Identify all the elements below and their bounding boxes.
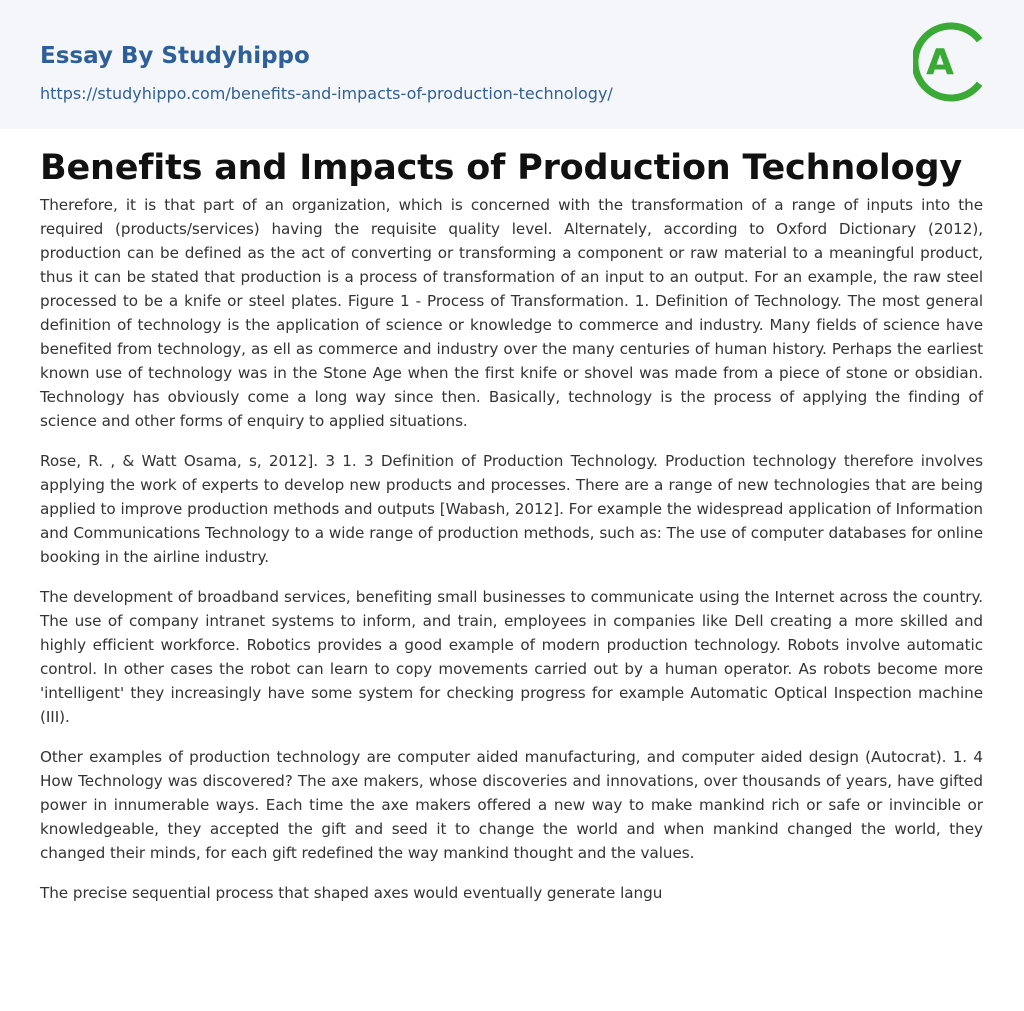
page-url-link[interactable]: https://studyhippo.com/benefits-and-impacts-of-production-technology/ xyxy=(40,84,613,103)
article-title: Benefits and Impacts of Production Technology xyxy=(40,148,962,188)
article xyxy=(40,145,983,921)
article-paragraph: The precise sequential process that shaped axes would eventually generate langu xyxy=(40,884,663,902)
logo-letter: A xyxy=(926,42,954,83)
brand-title[interactable]: Essay By Studyhippo xyxy=(40,43,310,69)
article-paragraph: The development of broadband services, benefiting small businesses to communicate using the Internet across the country. The use of company intranet systems to inform, and train, employees in companies like Dell creating a more skilled and highly efficient workforce. Robotics provides a good example of modern production technology. Robots involve automatic control. In other cases the robot can learn to copy movements carried out by a human operator. As robots become more 'intelligent' they increasingly have some system for checking progress for example Automatic Optical Inspection machine (III). xyxy=(40,588,983,726)
site-header xyxy=(0,0,1024,129)
article-paragraph: Rose, R. , & Watt Osama, s, 2012]. 3 1. 3 Definition of Production Technology. Production technology therefore involves applying the work of experts to develop new products and processes. There are a range of new technologies that are being applied to improve production methods and outputs [Wabash, 2012]. For example the widespread application of Information and Communications Technology to a wide range of production methods, such as: The use of computer databases for online booking in the airline industry. xyxy=(40,452,983,566)
article-paragraph: Therefore, it is that part of an organization, which is concerned with the transformation of a range of inputs into the required (products/services) having the requisite quality level. Alternately, according to Oxford Dictionary (2012), production can be defined as the act of converting or transforming a component or raw material to a meaningful product, thus it can be stated that production is a process of transformation of an input to an output. For an example, the raw steel processed to be a knife or steel plates. Figure 1 - Process of Transformation. 1. Definition of Technology. The most general definition of technology is the application of science or knowledge to commerce and industry. Many fields of science have benefited from technology, as ell as commerce and industry over the many centuries of human history. Perhaps the earliest known use of technology was in the Stone Age when the first knife or shovel was made from a piece of stone or obsidian. Technology has obviously come a long way since then. Basically, technology is the process of applying the finding of science and other forms of enquiry to applied situations. xyxy=(40,196,983,430)
studyhippo-logo-icon[interactable] xyxy=(913,19,987,105)
article-paragraph: Other examples of production technology are computer aided manufacturing, and computer aided design (Autocrat). 1. 4 How Technology was discovered? The axe makers, whose discoveries and innovations, over thousands of years, have gifted power in innumerable ways. Each time the axe makers offered a new way to make mankind rich or safe or invincible or knowledgeable, they accepted the gift and seed it to change the world and when mankind changed the world, they changed their minds, for each gift redefined the way mankind thought and the values. xyxy=(40,748,983,862)
